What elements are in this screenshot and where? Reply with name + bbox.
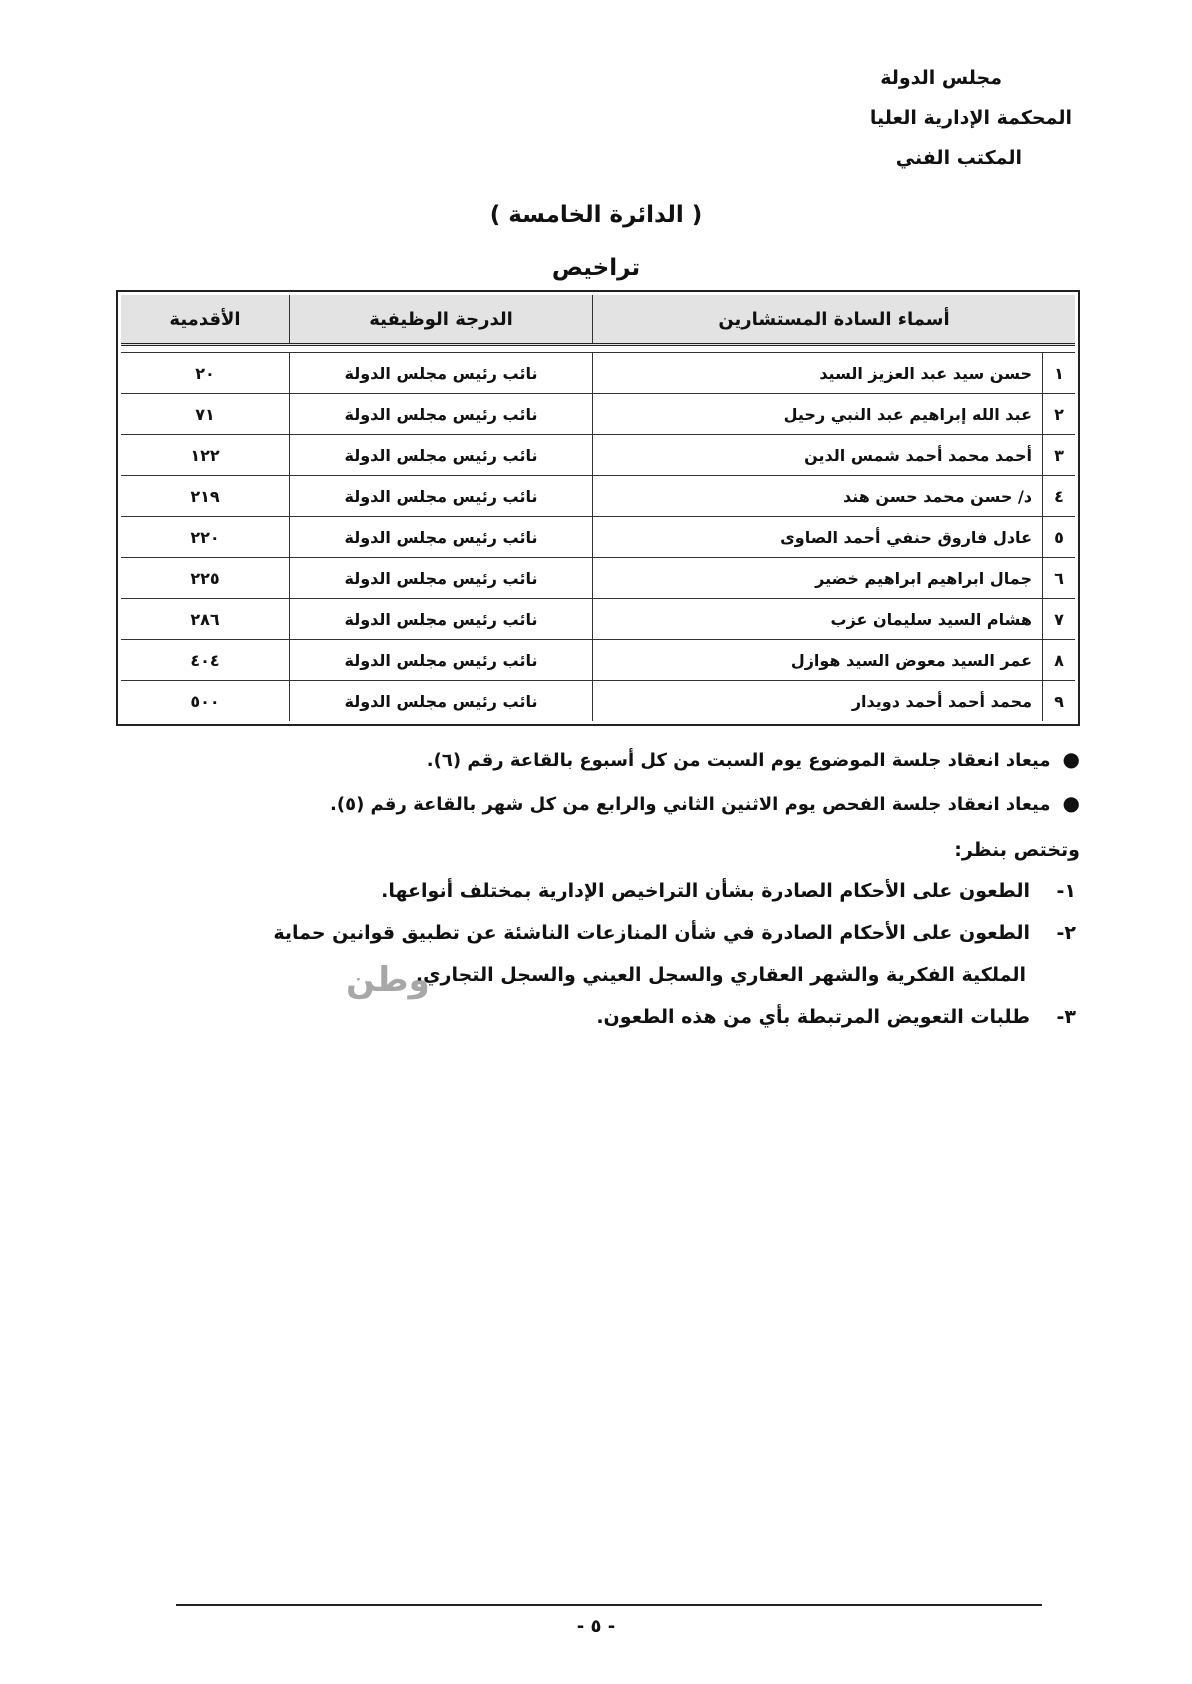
table-row: [121, 558, 1075, 599]
row-number: ٤: [1043, 476, 1076, 517]
row-rank: نائب رئيس مجلس الدولة: [290, 435, 593, 476]
row-seniority: ٤٠٤: [121, 640, 290, 681]
page-number: - ٥ -: [576, 1616, 616, 1637]
row-number: ٥: [1043, 517, 1076, 558]
row-seniority: ١٢٢: [121, 435, 290, 476]
row-seniority: ٥٠٠: [121, 681, 290, 722]
header-court: المحكمة الإدارية العليا: [869, 107, 1072, 129]
row-seniority: ٢٠: [121, 353, 290, 394]
table-row: [121, 476, 1075, 517]
table-row: [121, 435, 1075, 476]
row-name: د/ حسن محمد حسن هند: [593, 476, 1043, 517]
row-name: عادل فاروق حنفي أحمد الصاوى: [593, 517, 1043, 558]
competence-item: [90, 912, 1080, 996]
competence-item: [90, 870, 1080, 912]
table-row: [121, 517, 1075, 558]
row-seniority: ٢١٩: [121, 476, 290, 517]
row-number: ٧: [1043, 599, 1076, 640]
row-name: محمد أحمد أحمد دويدار: [593, 681, 1043, 722]
table-row: [121, 599, 1075, 640]
row-name: جمال ابراهيم ابراهيم خضير: [593, 558, 1043, 599]
header-seniority: الأقدمية: [121, 295, 290, 345]
table-header-row: [121, 295, 1075, 345]
item-number: ٢-: [1056, 922, 1076, 944]
row-rank: نائب رئيس مجلس الدولة: [290, 394, 593, 435]
circle-title: ( الدائرة الخامسة ): [489, 202, 703, 228]
row-number: ١: [1043, 353, 1076, 394]
header-council: مجلس الدولة: [880, 67, 1002, 89]
item-number: ٣-: [1056, 1006, 1076, 1028]
item-text: الطعون على الأحكام الصادرة بشأن التراخيص الإدارية بمختلف أنواعها.: [381, 880, 1030, 902]
row-seniority: ٧١: [121, 394, 290, 435]
row-rank: نائب رئيس مجلس الدولة: [290, 517, 593, 558]
header-office: المكتب الفني: [895, 147, 1022, 169]
row-number: ٨: [1043, 640, 1076, 681]
row-name: عبد الله إبراهيم عبد النبي رحيل: [593, 394, 1043, 435]
row-number: ٦: [1043, 558, 1076, 599]
item-number: ١-: [1056, 880, 1076, 902]
competence-title: وتختص بنظر:: [954, 839, 1080, 861]
row-rank: نائب رئيس مجلس الدولة: [290, 640, 593, 681]
row-rank: نائب رئيس مجلس الدولة: [290, 681, 593, 722]
note-text: ميعاد انعقاد جلسة الموضوع يوم السبت من كل أسبوع بالقاعة رقم (٦).: [426, 750, 1051, 771]
judges-table: [116, 290, 1080, 726]
header-rank: الدرجة الوظيفية: [290, 295, 593, 345]
subject-title: تراخيص: [551, 255, 641, 281]
watermark-logo: وطن: [346, 960, 430, 1000]
note-item: [90, 738, 1080, 782]
row-name: أحمد محمد أحمد شمس الدين: [593, 435, 1043, 476]
competence-item: [90, 996, 1080, 1038]
row-number: ٣: [1043, 435, 1076, 476]
row-name: حسن سيد عبد العزيز السيد: [593, 353, 1043, 394]
footer-divider: [176, 1604, 1042, 1606]
table-row: [121, 681, 1075, 722]
letterhead: [672, 58, 1072, 178]
row-seniority: ٢٢٥: [121, 558, 290, 599]
row-number: ٩: [1043, 681, 1076, 722]
row-number: ٢: [1043, 394, 1076, 435]
row-rank: نائب رئيس مجلس الدولة: [290, 353, 593, 394]
header-names: أسماء السادة المستشارين: [593, 295, 1076, 345]
row-seniority: ٢٨٦: [121, 599, 290, 640]
row-name: هشام السيد سليمان عزب: [593, 599, 1043, 640]
item-text: طلبات التعويض المرتبطة بأي من هذه الطعون.: [596, 1006, 1030, 1028]
row-name: عمر السيد معوض السيد هوازل: [593, 640, 1043, 681]
item-text-continued: الملكية الفكرية والشهر العقاري والسجل العيني والسجل التجاري.: [415, 964, 1026, 986]
table-row: [121, 394, 1075, 435]
item-text: الطعون على الأحكام الصادرة في شأن المنازعات الناشئة عن تطبيق قوانين حماية: [273, 922, 1030, 944]
table-row: [121, 353, 1075, 394]
row-rank: نائب رئيس مجلس الدولة: [290, 476, 593, 517]
notes-section: [90, 738, 1080, 1038]
bullet-icon: ●: [1062, 747, 1080, 771]
note-text: ميعاد انعقاد جلسة الفحص يوم الاثنين الثاني والرابع من كل شهر بالقاعة رقم (٥).: [329, 794, 1051, 815]
bullet-icon: ●: [1062, 791, 1080, 815]
row-rank: نائب رئيس مجلس الدولة: [290, 558, 593, 599]
table-row: [121, 640, 1075, 681]
note-item: [90, 782, 1080, 826]
row-rank: نائب رئيس مجلس الدولة: [290, 599, 593, 640]
row-seniority: ٢٢٠: [121, 517, 290, 558]
